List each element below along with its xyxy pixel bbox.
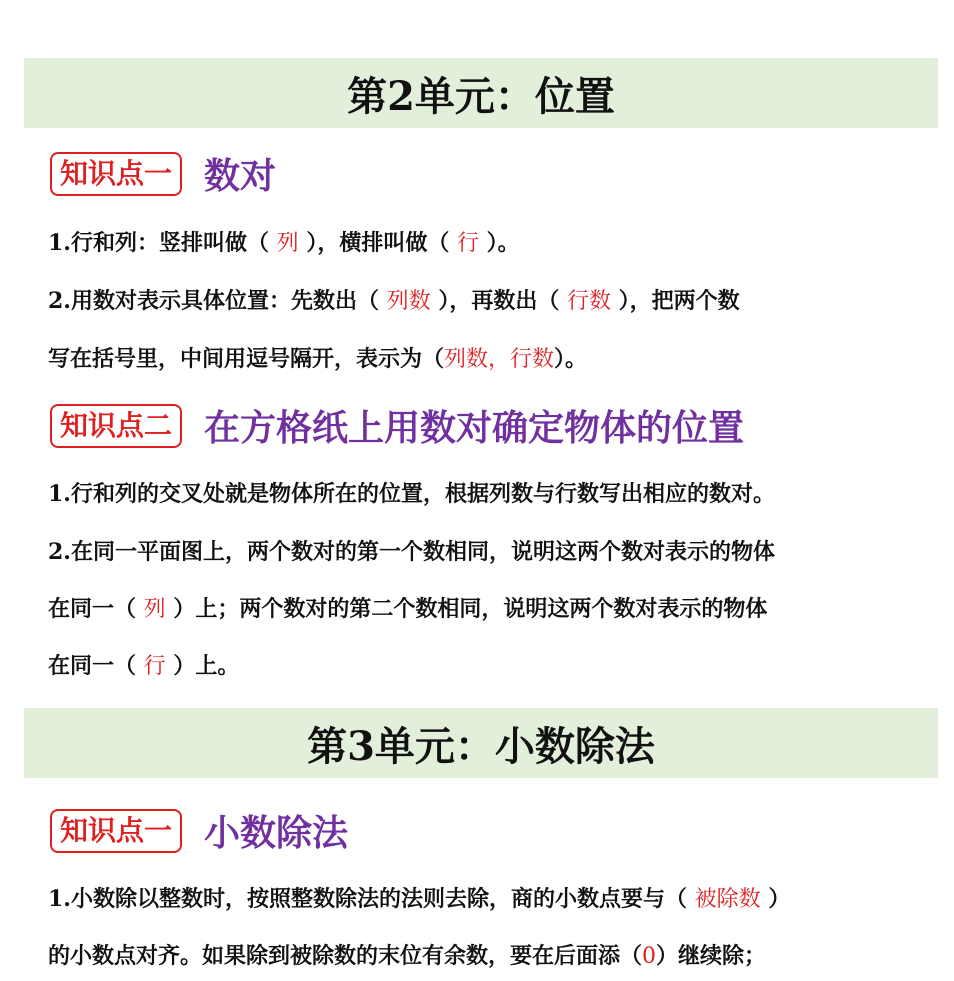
text-segment: 1.行和列的交叉处就是物体所在的位置，根据列数与行数写出相应的数对。 (48, 481, 775, 507)
answer-text: 列 (276, 231, 299, 256)
answer-text: 行 (456, 231, 479, 256)
knowledge-point-title: 在方格纸上用数对确定物体的位置 (204, 407, 745, 449)
text-line (48, 649, 239, 680)
text-segment: ），横排叫做（ (298, 230, 457, 256)
text-segment: 写在括号里，中间用逗号隔开，表示为（ (48, 346, 445, 372)
text-line (48, 535, 775, 566)
text-segment: 2.在同一平面图上，两个数对的第一个数相同，说明这两个数对表示的物体 (48, 539, 775, 565)
text-line (48, 284, 740, 315)
text-line (48, 342, 587, 373)
unit-2-knowledge-point-1 (50, 148, 276, 199)
text-segment: ）上。 (165, 653, 240, 679)
text-segment: ），把两个数 (611, 288, 740, 314)
answer-text: 列 (143, 597, 166, 622)
text-segment: ）。 (479, 230, 520, 256)
text-segment: 1.行和列：竖排叫做（ (48, 230, 277, 256)
text-segment: ） (760, 886, 791, 912)
knowledge-point-badge: 知识点二 (50, 404, 182, 448)
text-segment: 在同一（ (48, 653, 144, 679)
text-segment: 2.用数对表示具体位置：先数出（ (48, 288, 387, 314)
unit-3-knowledge-point-1 (50, 805, 348, 856)
unit-3-banner (24, 708, 938, 778)
knowledge-point-badge: 知识点一 (50, 809, 182, 853)
answer-text: 行数 (566, 289, 611, 314)
answer-text: 列数 (386, 289, 431, 314)
text-line (48, 882, 790, 913)
text-line (48, 592, 767, 623)
text-line (48, 939, 766, 970)
text-line (48, 477, 775, 508)
text-segment: 的小数点对齐。如果除到被除数的末位有余数，要在后面添（ (48, 943, 643, 969)
answer-text: 列数，行数 (444, 347, 555, 372)
knowledge-point-title: 数对 (204, 155, 277, 197)
answer-text: 被除数 (694, 887, 761, 912)
unit-2-banner (24, 58, 938, 128)
text-segment: ）上；两个数对的第二个数相同，说明这两个数对表示的物体 (165, 596, 768, 622)
knowledge-point-badge: 知识点一 (50, 152, 182, 196)
text-segment: 在同一（ (48, 596, 144, 622)
text-segment: 1.小数除以整数时，按照整数除法的法则去除，商的小数点要与（ (48, 886, 695, 912)
text-segment: ），再数出（ (430, 288, 567, 314)
unit-2-title: 第2单元：位置 (347, 72, 615, 120)
knowledge-point-title: 小数除法 (204, 812, 349, 854)
text-line (48, 226, 520, 257)
answer-text: 0 (642, 944, 657, 969)
unit-3-title: 第3单元：小数除法 (307, 722, 655, 770)
unit-2-knowledge-point-2 (50, 400, 744, 451)
text-segment: ）继续除； (656, 943, 767, 969)
text-segment: ）。 (554, 346, 588, 372)
answer-text: 行 (143, 654, 166, 679)
